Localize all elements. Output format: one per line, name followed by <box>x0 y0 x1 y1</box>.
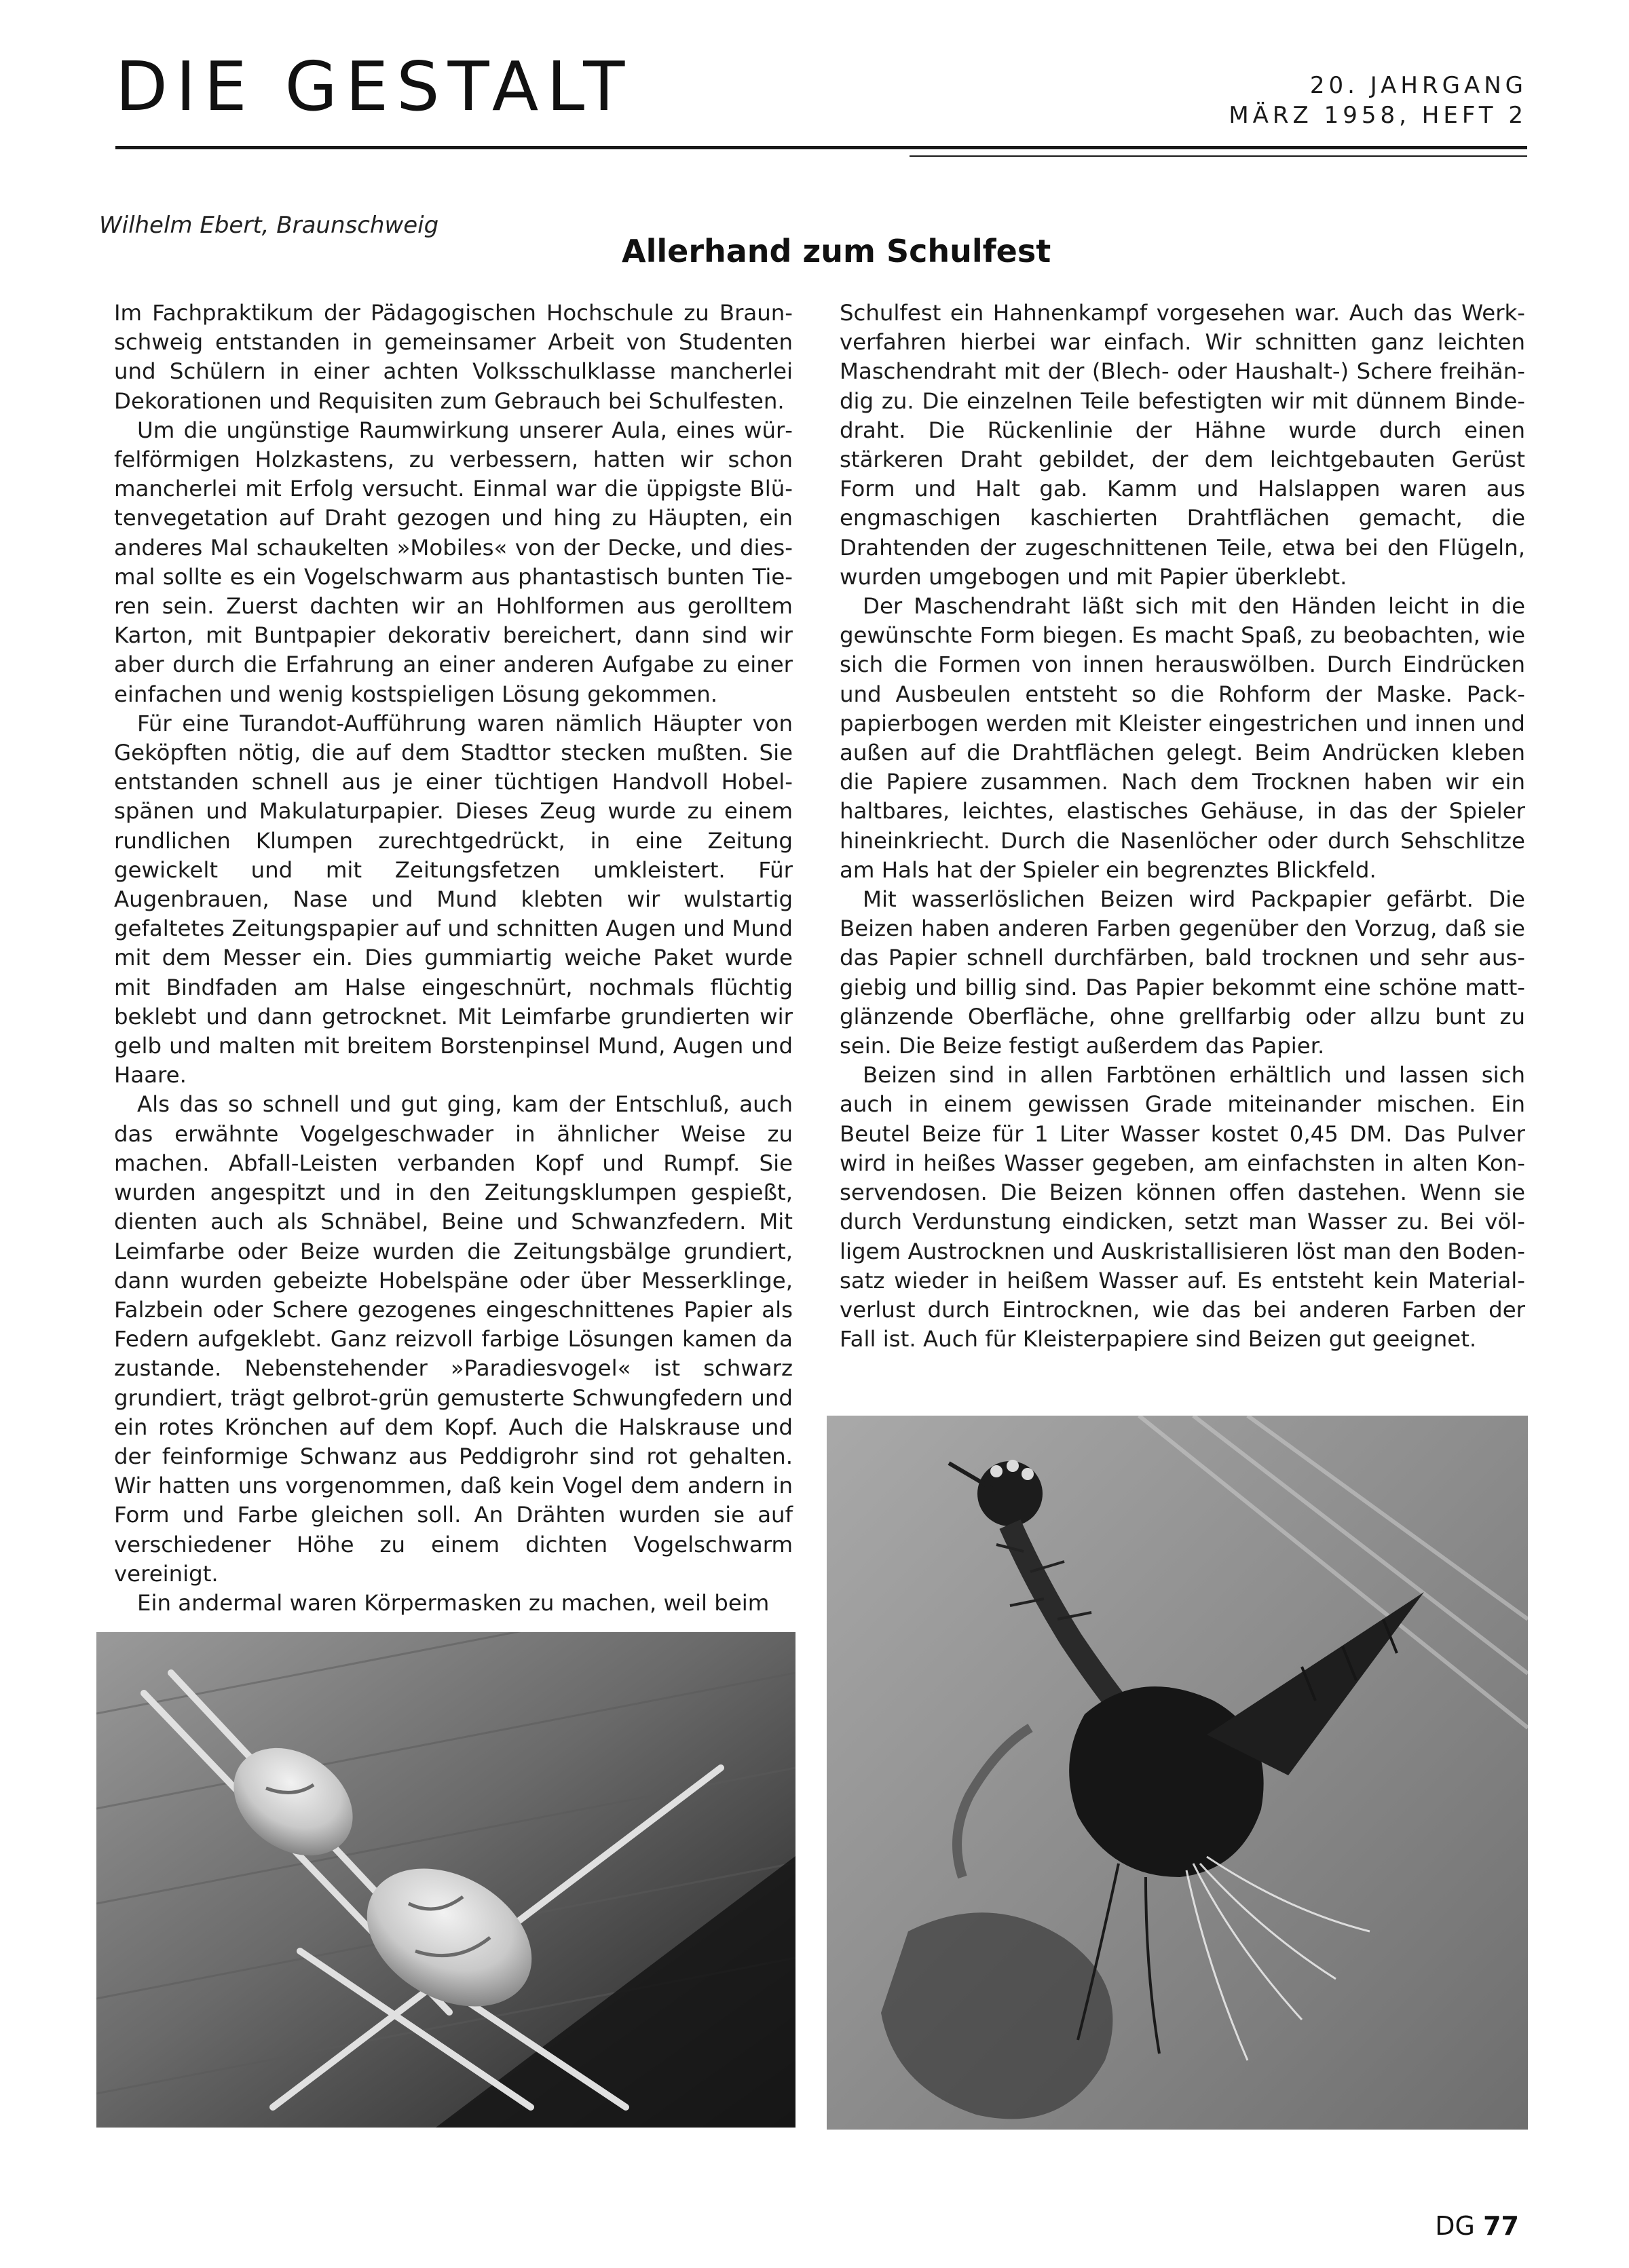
header-rule-thin <box>910 155 1527 157</box>
left-column <box>114 299 793 1618</box>
paragraph: Für eine Turandot-Aufführung waren nämlich Häupter von Geköpften nötig, die auf dem Stadttor stecken mußten. Sie entstanden schnell aus je einer tüchtigen Handvoll Hobelspänen und Makulaturpapier. Dieses Zeug wurde zu einem rundlichen Klumpen zurechtgedrückt, in eine Zeitung gewickelt und mit Zeitungsfetzen umkleistert. Für Augenbrauen, Nase und Mund klebten wir wulstartig gefaltetes Zeitungspapier auf und schnitten Augen und Mund mit dem Messer ein. Dies gummiartig weiche Paket wurde mit Bindfaden am Halse eingeschnürt, nochmals flüchtig beklebt und dann getrocknet. Mit Leimfarbe grundierten wir gelb und malten mit breitem Borstenpinsel Mund, Augen und Haare. <box>114 710 793 1089</box>
header-rule <box>115 146 1527 149</box>
page-folio <box>1435 2211 1519 2241</box>
paragraph: Als das so schnell und gut ging, kam der Entschluß, auch das erwähnte Vogelgeschwader in ähnlicher Weise zu machen. Abfall-Leisten verbanden Kopf und Rumpf. Sie wurden angespitzt und in den Zeitungsklumpen gespießt, dienten auch als Schnäbel, Beine und Schwanzfedern. Mit Leimfarbe oder Beize wurden die Zeitungsbälge grundiert, dann wurden gebeizte Hobelspäne oder über Messerklinge, Falzbein oder Schere gezogenes eingeschnittenes Papier als Federn aufgeklebt. Ganz reizvoll farbige Lösungen kamen da zustande. Nebenstehender »Paradiesvogel« ist schwarz grundiert, trägt gelbrot-grün gemusterte Schwungfedern und ein rotes Krönchen auf dem Kopf. Auch die Halskrause und der feinformige Schwanz aus Peddigrohr sind rot gehalten. Wir hatten uns vorgenommen, daß kein Vogel dem andern in Form und Farbe gleichen soll. An Drähten wurden sie auf verschiedener Höhe zu einem dichten Vogelschwarm vereinigt. <box>114 1091 793 1587</box>
journal-masthead: DIE GESTALT <box>115 47 633 126</box>
photo-turandot-heads <box>96 1632 795 2128</box>
paragraph: Ein andermal waren Körpermasken zu machen, weil beim <box>137 1589 770 1616</box>
issue-info <box>1229 71 1527 130</box>
paragraph: Im Fachpraktikum der Pädagogischen Hochschule zu Braunschweig entstanden in gemeinsamer Arbeit von Studenten und Schülern in einer achten Volksschulklasse mancherlei Dekorationen und Requisiten zum Gebrauch bei Schulfesten. <box>114 300 793 414</box>
photo-heads-illustration <box>96 1632 795 2128</box>
paragraph: Um die ungünstige Raumwirkung unserer Aula, eines würfelförmigen Holzkastens, zu verbessern, hatten wir schon mancherlei mit Erfolg versucht. Einmal war die üppigste Blütenvegetation auf Draht gezogen und hing zu Häupten, ein anderes Mal schaukelten »Mobiles« von der Decke, und diesmal sollte es ein Vogelschwarm aus phantastisch bunten Tieren sein. Zuerst dachten wir an Hohlformen aus gerolltem Karton, mit Buntpapier dekorativ bereichert, dann sind wir aber durch die Erfahrung an einer anderen Aufgabe zu einer einfachen und wenig kostspieligen Lösung gekommen. <box>114 417 793 707</box>
article-title: Allerhand zum Schulfest <box>622 233 1051 269</box>
paragraph: Schulfest ein Hahnenkampf vorgesehen war. Auch das Werkverfahren hierbei war einfach. Wir schnitten ganz leichten Maschendraht mit der (Blech- oder Haushalt-) Schere freihändig zu. Die einzelnen Teile befestigten wir mit dünnem Bindedraht. Die Rückenlinie der Hähne wurde durch einen stärkeren Draht gebildet, der dem leichtgebauten Gerüst Form und Halt gab. Kamm und Halslappen waren aus engmaschigen kaschierten Drahtflächen gemacht, die Drahtenden der zugeschnittenen Teile, etwa bei den Flügeln, wurden umgebogen und mit Papier überklebt. <box>840 300 1525 590</box>
right-column <box>840 299 1525 1354</box>
folio-prefix: DG <box>1435 2211 1476 2241</box>
issue-volume: 20. JAHRGANG <box>1309 72 1527 99</box>
photo-bird-illustration <box>827 1416 1528 2130</box>
issue-date: MÄRZ 1958, HEFT 2 <box>1229 102 1527 130</box>
photo-paradise-bird <box>827 1416 1528 2130</box>
paragraph: Mit wasserlöslichen Beizen wird Packpapier gefärbt. Die Beizen haben anderen Farben gegenüber den Vorzug, daß sie das Papier schnell durchfärben, bald trocknen und sehr ausgiebig und billig sind. Das Papier bekommt eine schöne mattglänzende Oberfläche, ohne grellfarbig oder allzu bunt zu sein. Die Beize festigt außerdem das Papier. <box>840 886 1525 1059</box>
paragraph: Beizen sind in allen Farbtönen erhältlich und lassen sich auch in einem gewissen Grade miteinander mischen. Ein Beutel Beize für 1 Liter Wasser kostet 0,45 DM. Das Pulver wird in heißes Wasser gegeben, am einfachsten in alten Konservendosen. Die Beizen können offen dastehen. Wenn sie durch Verdunstung eindicken, setzt man Wasser zu. Bei völligem Austrocknen und Auskristallisieren löst man den Bodensatz wieder in heißem Wasser auf. Es entsteht kein Materialverlust durch Eintrocknen, wie das bei anderen Farben der Fall ist. Auch für Kleisterpapiere sind Beizen gut geeignet. <box>840 1062 1525 1353</box>
paragraph: Der Maschendraht läßt sich mit den Händen leicht in die gewünschte Form biegen. Es macht Spaß, zu beobachten, wie sich die Formen von innen herauswölben. Durch Eindrücken und Ausbeulen entsteht so die Rohform der Maske. Packpapierbogen werden mit Kleister eingestrichen und innen und außen auf die Drahtflächen gelegt. Beim Andrücken kleben die Papiere zusammen. Nach dem Trocknen haben wir ein haltbares, leichtes, elastisches Gehäuse, in das der Spieler hineinkriecht. Durch die Nasenlöcher oder durch Sehschlitze am Hals hat der Spieler ein begrenztes Blickfeld. <box>840 593 1525 883</box>
article-author: Wilhelm Ebert, Braunschweig <box>99 212 439 239</box>
page-number: 77 <box>1483 2211 1519 2241</box>
